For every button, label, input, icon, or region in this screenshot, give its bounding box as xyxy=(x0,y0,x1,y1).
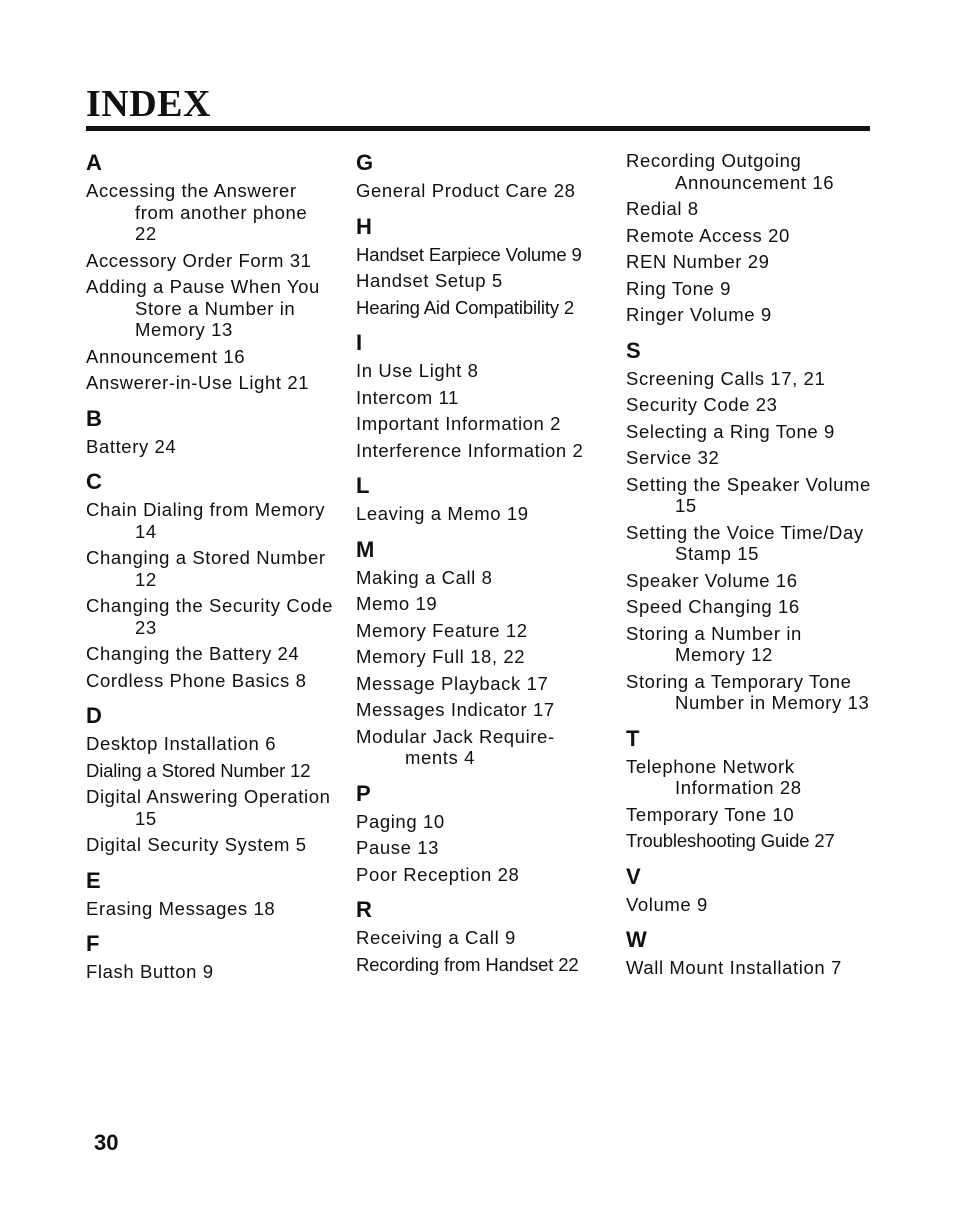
index-entry: Poor Reception 28 xyxy=(356,863,520,885)
index-entry: Changing the Security Code 23 xyxy=(86,595,333,638)
index-entry: Security Code 23 xyxy=(626,394,778,415)
index-entry: Battery 24 xyxy=(86,435,177,457)
index-entry: Storing a Number in Memory 12 xyxy=(626,622,802,665)
section-letter: I xyxy=(356,330,363,355)
section-letter: B xyxy=(86,405,102,431)
index-entry: Memory Feature 12 xyxy=(356,619,528,641)
index-entry: Pause 13 xyxy=(356,837,439,858)
index-section xyxy=(356,897,604,975)
index-section xyxy=(356,473,604,525)
index-entry: Screening Calls 17, 21 xyxy=(626,367,826,389)
index-entry: Selecting a Ring Tone 9 xyxy=(626,420,835,442)
index-entry: Desktop Installation 6 xyxy=(86,733,277,754)
section-letter: W xyxy=(626,927,647,952)
index-section xyxy=(626,150,874,326)
index-column-3 xyxy=(626,150,874,991)
index-section xyxy=(356,537,604,769)
index-section xyxy=(626,726,874,852)
section-letter: A xyxy=(86,150,102,175)
index-column-1 xyxy=(86,150,334,995)
section-letter: H xyxy=(356,213,372,239)
section-letter: E xyxy=(86,867,101,893)
index-entry: In Use Light 8 xyxy=(356,360,479,381)
index-entry: Answerer-in-Use Light 21 xyxy=(86,372,310,393)
section-letter: G xyxy=(356,150,374,175)
index-entry: Making a Call 8 xyxy=(356,566,493,588)
index-section xyxy=(356,781,604,886)
index-entry: Storing a Temporary Tone Number in Memory 13 xyxy=(626,670,870,713)
section-letter: F xyxy=(86,931,100,956)
index-entry: Ring Tone 9 xyxy=(626,277,731,299)
section-letter: C xyxy=(86,469,102,494)
index-entry: Handset Earpiece Volume 9 xyxy=(356,243,582,265)
section-letter: M xyxy=(356,536,375,562)
index-entry: Interference Information 2 xyxy=(356,439,584,461)
section-letter: P xyxy=(356,780,371,806)
index-section xyxy=(356,150,604,202)
index-entry: Remote Access 20 xyxy=(626,224,790,246)
index-entry: Important Information 2 xyxy=(356,413,562,434)
page-header xyxy=(86,84,870,131)
index-entry: Setting the Speaker Volume 15 xyxy=(626,473,871,516)
index-entry: Recording from Handset 22 xyxy=(356,953,579,975)
index-entry: Temporary Tone 10 xyxy=(626,803,795,825)
section-letter: V xyxy=(626,863,641,889)
index-entry: Flash Button 9 xyxy=(86,961,214,982)
section-letter: L xyxy=(356,473,370,498)
index-entry: Changing a Stored Number 12 xyxy=(86,547,326,590)
index-entry: Intercom 11 xyxy=(356,386,459,408)
index-entry: Service 32 xyxy=(626,447,720,468)
index-entry: Redial 8 xyxy=(626,198,699,219)
section-letter: S xyxy=(626,337,641,363)
index-entry: Cordless Phone Basics 8 xyxy=(86,669,307,691)
index-section xyxy=(626,864,874,916)
section-letter: D xyxy=(86,703,102,728)
index-section xyxy=(626,927,874,979)
index-entry: Wall Mount Installation 7 xyxy=(626,957,842,978)
index-entry: Speaker Volume 16 xyxy=(626,569,798,591)
index-entry: Troubleshooting Guide 27 xyxy=(626,830,835,851)
index-section xyxy=(86,406,334,458)
index-entry: Telephone Network Information 28 xyxy=(626,755,802,798)
page-number: 30 xyxy=(94,1130,119,1155)
index-entry: Message Playback 17 xyxy=(356,672,549,694)
page-title: INDEX xyxy=(86,83,211,125)
index-entry: Ringer Volume 9 xyxy=(626,304,772,325)
index-entry: Dialing a Stored Number 12 xyxy=(86,759,311,781)
index-section xyxy=(86,931,334,983)
index-entry: Speed Changing 16 xyxy=(626,596,800,617)
index-entry: Memory Full 18, 22 xyxy=(356,646,526,667)
index-entry: Recording Outgoing Announcement 16 xyxy=(626,150,835,193)
index-section xyxy=(356,214,604,319)
index-section xyxy=(356,330,604,461)
index-entry: Chain Dialing from Memory 14 xyxy=(86,499,326,542)
index-entry: Changing the Battery 24 xyxy=(86,643,300,664)
index-entry: Accessing the Answerer from another phone 22 xyxy=(86,180,308,244)
index-entry: Messages Indicator 17 xyxy=(356,699,555,720)
title-rule xyxy=(86,126,870,131)
index-entry: General Product Care 28 xyxy=(356,180,576,201)
index-section xyxy=(86,703,334,856)
index-section xyxy=(86,469,334,691)
index-entry: Erasing Messages 18 xyxy=(86,897,276,919)
index-entry: REN Number 29 xyxy=(626,251,770,272)
section-letter: T xyxy=(626,725,640,751)
index-entry: Paging 10 xyxy=(356,810,445,832)
index-entry: Leaving a Memo 19 xyxy=(356,503,529,524)
index-entry: Digital Security System 5 xyxy=(86,834,307,855)
index-entry: Memo 19 xyxy=(356,593,438,614)
index-section xyxy=(626,338,874,714)
index-column-2 xyxy=(356,150,604,987)
index-entry: Setting the Voice Time/Day Stamp 15 xyxy=(626,521,864,564)
index-entry: Accessory Order Form 31 xyxy=(86,249,312,271)
index-entry: Hearing Aid Compatibility 2 xyxy=(356,296,575,318)
index-section xyxy=(86,150,334,394)
index-entry: Receiving a Call 9 xyxy=(356,927,516,948)
index-section xyxy=(86,868,334,920)
index-entry: Handset Setup 5 xyxy=(356,270,503,291)
index-entry: Digital Answering Operation 15 xyxy=(86,786,331,829)
index-entry: Announcement 16 xyxy=(86,345,246,367)
index-entry: Modular Jack Require-ments 4 xyxy=(356,725,555,768)
index-entry: Volume 9 xyxy=(626,893,708,915)
index-entry: Adding a Pause When You Store a Number in Memory 13 xyxy=(86,276,320,340)
section-letter: R xyxy=(356,897,372,922)
